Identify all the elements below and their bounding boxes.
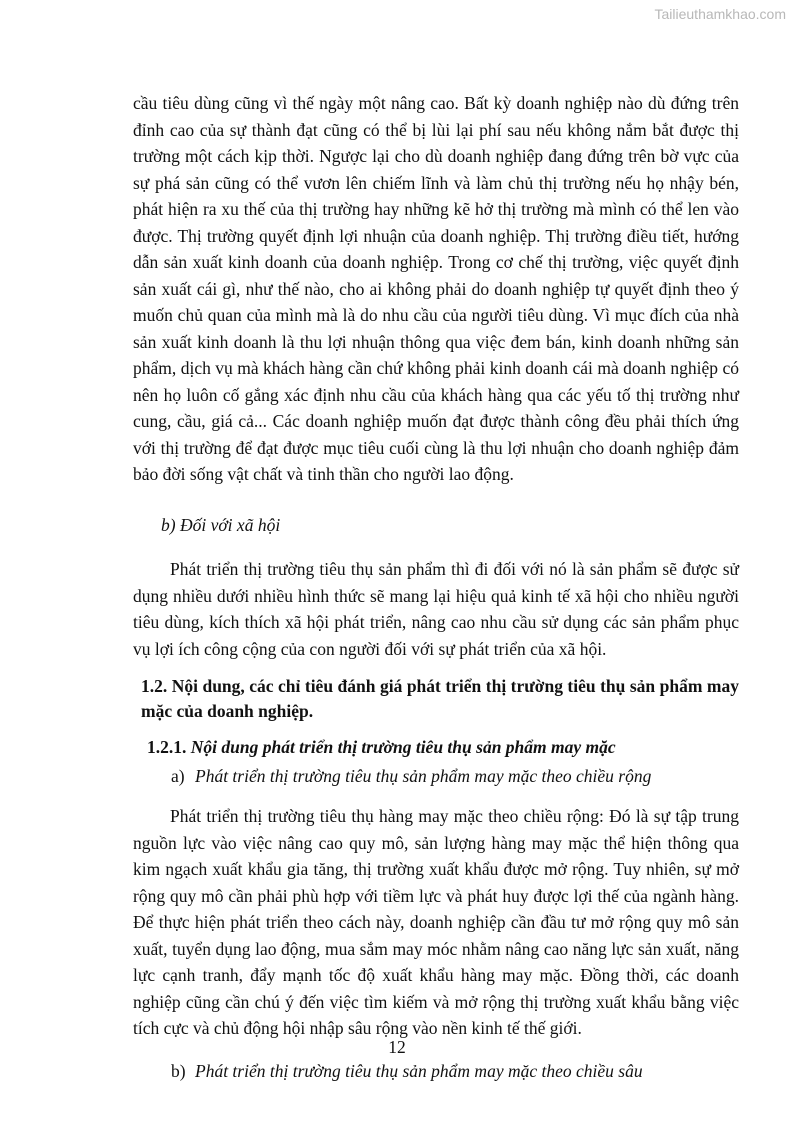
paragraph-breadth: Phát triển thị trường tiêu thụ hàng may mặc theo chiều rộng: Đó là sự tập trung nguồn lực vào việc nâng cao quy mô, sản lượng hàng may mặc thể hiện thông qua kim ngạch xuất khẩu gia tăng, thị trường xuất khẩu được mở rộng. Tuy nhiên, sự mở rộng quy mô cần phải phù hợp với tiềm lực và phát huy được lợi thế của ngành hàng. Để thực hiện phát triển theo cách này, doanh nghiệp cần đầu tư mở rộng quy mô sản xuất, tuyển dụng lao động, mua sắm may móc nhằm nâng cao năng lực sản xuất, năng lực cạnh tranh, đẩy mạnh tốc độ xuất khẩu hàng may mặc. Đồng thời, các doanh nghiệp cũng cần chú ý đến việc tìm kiếm và mở rộng thị trường xuất khẩu bằng việc tích cực và chủ động hội nhập sâu rộng vào nền kinh tế thế giới. bbox=[133, 806, 739, 1038]
section-number: 1.2.1. bbox=[147, 737, 187, 757]
subheading-society: b) Đối với xã hội bbox=[161, 514, 281, 535]
document-page bbox=[133, 90, 739, 1084]
paragraph-market-profit: cầu tiêu dùng cũng vì thế ngày một nâng cao. Bất kỳ doanh nghiệp nào dù đứng trên đỉnh cao của sự thành đạt cũng có thể bị lùi lại phí sau nếu không nắm bắt được thị trường một cách kịp thời. Ngược lại cho dù doanh nghiệp đang đứng trên bờ vực của sự phá sản cũng có thể vươn lên chiếm lĩnh và làm chủ thị trường nếu họ nhậy bén, phát hiện ra xu thế của thị trường hay những kẽ hở thị trường mà mình có thể len vào được. Thị trường quyết định lợi nhuận của doanh nghiệp. Thị trường điều tiết, hướng dẫn sản xuất kinh doanh của doanh nghiệp. Trong cơ chế thị trường, việc quyết định sản xuất cái gì, như thế nào, cho ai không phải do doanh nghiệp tự quyết định theo ý muốn chủ quan của mình mà là do nhu cầu của người tiêu dùng. Vì mục đích của nhà sản xuất kinh doanh là thu lợi nhuận thông qua việc đem bán, kinh doanh những sản phẩm, dịch vụ mà khách hàng cần chứ không phải kinh doanh cái mà doanh nghiệp có nên họ luôn cố gắng xác định nhu cầu của khách hàng qua các yếu tố thị trường như cung, cầu, giá cả... Các doanh nghiệp muốn đạt được thành công đều phải thích ứng với thị trường để đạt được mục tiêu cuối cùng là thu lợi nhuận cho doanh nghiệp đảm bảo đời sống vật chất và tinh thần cho người lao động. bbox=[133, 93, 739, 484]
paragraph-society: Phát triển thị trường tiêu thụ sản phẩm thì đi đối với nó là sản phẩm sẽ được sử dụng nhiều dưới nhiều hình thức sẽ mang lại hiệu quả kinh tế xã hội cho nhiều người tiêu dùng, kích thích xã hội phát triển, nâng cao nhu cầu sử dụng các sản phẩm phục vụ lợi ích công cộng của con người đối với sự phát triển của xã hội. bbox=[133, 559, 739, 659]
list-item-text: Phát triển thị trường tiêu thụ sản phẩm may mặc theo chiều rộng bbox=[195, 765, 652, 786]
section-heading-1-2-1 bbox=[147, 734, 739, 761]
page-number: 12 bbox=[388, 1037, 406, 1057]
list-marker-b: b) bbox=[171, 1060, 186, 1081]
watermark: Tailieuthamkhao.com bbox=[654, 6, 786, 22]
list-item-depth bbox=[171, 1058, 739, 1085]
section-title: Nội dung phát triển thị trường tiêu thụ sản phẩm may mặc bbox=[190, 737, 616, 757]
list-marker-a: a) bbox=[171, 765, 185, 786]
list-item-text: Phát triển thị trường tiêu thụ sản phẩm may mặc theo chiều sâu bbox=[195, 1060, 643, 1081]
list-item-breadth bbox=[171, 763, 739, 790]
section-heading-1-2: 1.2. Nội dung, các chỉ tiêu đánh giá phát triển thị trường tiêu thụ sản phẩm may mặc của doanh nghiệp. bbox=[141, 676, 739, 721]
